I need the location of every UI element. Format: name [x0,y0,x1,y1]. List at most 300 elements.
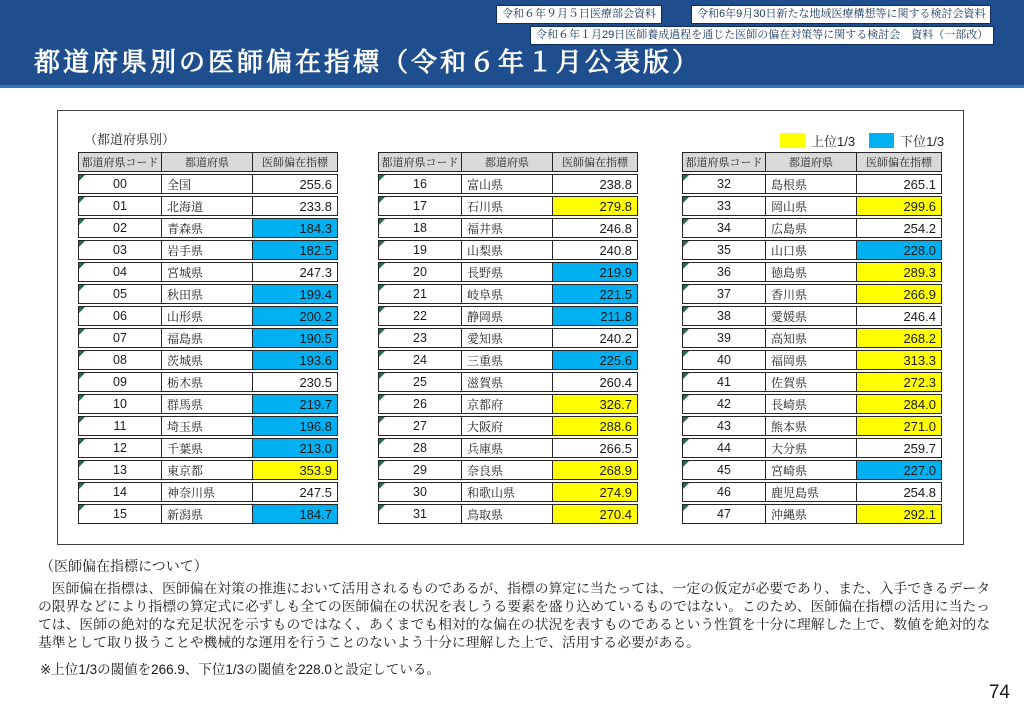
prefecture-name-cell: 鹿児島県 [766,482,856,502]
table-row [682,306,942,326]
prefecture-code: 35 [717,243,731,257]
cell-note-flag-icon [379,373,385,379]
index-value-cell: 247.3 [252,262,338,282]
prefecture-code: 38 [717,309,731,323]
cell-note-flag-icon [683,307,689,313]
prefecture-code-cell [378,328,462,348]
prefecture-code-cell [78,482,162,502]
prefecture-code: 14 [113,485,127,499]
prefecture-code: 33 [717,199,731,213]
table-row [682,350,942,370]
prefecture-name-cell: 岩手県 [162,240,252,260]
source-reference-3: 令和６年１月29日医師養成過程を通じた医師の偏在対策等に関する検討会 資料（一部改） [530,26,994,45]
table-header-row [682,152,942,172]
prefecture-code-cell [378,240,462,260]
index-value-cell: 246.4 [856,306,942,326]
table-row [78,504,338,524]
prefecture-code-cell [682,504,766,524]
index-value-cell: 184.7 [252,504,338,524]
cell-note-flag-icon [379,241,385,247]
column-header: 医師偏在指標 [552,152,638,172]
prefecture-code: 10 [113,397,127,411]
prefecture-code-cell [78,372,162,392]
prefecture-code-cell [682,306,766,326]
table-row [78,350,338,370]
table-row [78,174,338,194]
prefecture-code: 06 [113,309,127,323]
prefecture-name-cell: 山口県 [766,240,856,260]
table-row [78,262,338,282]
cell-note-flag-icon [683,439,689,445]
index-value-cell: 270.4 [552,504,638,524]
prefecture-code: 28 [413,441,427,455]
prefecture-code-cell [378,504,462,524]
prefecture-code: 02 [113,221,127,235]
cell-note-flag-icon [379,351,385,357]
prefecture-code: 16 [413,177,427,191]
index-value-cell: 255.6 [252,174,338,194]
table-row [682,284,942,304]
cell-note-flag-icon [683,395,689,401]
cell-note-flag-icon [683,483,689,489]
notes-heading: （医師偏在指標について） [40,558,208,574]
table-row [682,394,942,414]
prefecture-code: 45 [717,463,731,477]
prefecture-name-cell: 岡山県 [766,196,856,216]
table-row [682,240,942,260]
index-value-cell: 219.9 [552,262,638,282]
table-row [78,240,338,260]
table-row [378,460,638,480]
table-row [378,328,638,348]
prefecture-name-cell: 福岡県 [766,350,856,370]
index-value-cell: 228.0 [856,240,942,260]
table-row [378,174,638,194]
prefecture-name-cell: 奈良県 [462,460,552,480]
prefecture-code: 37 [717,287,731,301]
index-value-cell: 265.1 [856,174,942,194]
index-value-cell: 268.2 [856,328,942,348]
table-row [78,460,338,480]
cell-note-flag-icon [379,505,385,511]
table-row [378,482,638,502]
prefecture-name-cell: 熊本県 [766,416,856,436]
prefecture-code-cell [78,350,162,370]
prefecture-code-cell [682,174,766,194]
prefecture-name-cell: 佐賀県 [766,372,856,392]
prefecture-code: 42 [717,397,731,411]
prefecture-name-cell: 徳島県 [766,262,856,282]
index-value-cell: 246.8 [552,218,638,238]
prefecture-name-cell: 静岡県 [462,306,552,326]
prefecture-name-cell: 沖縄県 [766,504,856,524]
prefecture-code: 39 [717,331,731,345]
cell-note-flag-icon [379,197,385,203]
index-value-cell: 193.6 [252,350,338,370]
prefecture-code-cell [378,460,462,480]
legend-label-top: 上位1/3 [811,133,856,149]
prefecture-code: 41 [717,375,731,389]
prefecture-code: 07 [113,331,127,345]
prefecture-code: 25 [413,375,427,389]
prefecture-name-cell: 大分県 [766,438,856,458]
prefecture-name-cell: 長崎県 [766,394,856,414]
cell-note-flag-icon [683,351,689,357]
cell-note-flag-icon [79,175,85,181]
cell-note-flag-icon [79,417,85,423]
cell-note-flag-icon [79,461,85,467]
prefecture-code-cell [682,482,766,502]
prefecture-code-cell [78,174,162,194]
index-value-cell: 326.7 [552,394,638,414]
index-value-cell: 313.3 [856,350,942,370]
column-header: 都道府県コード [682,152,766,172]
prefecture-code-cell [682,218,766,238]
prefecture-code-cell [378,350,462,370]
index-value-cell: 196.8 [252,416,338,436]
prefecture-code-cell [78,460,162,480]
cell-note-flag-icon [379,417,385,423]
column-header: 都道府県 [162,152,252,172]
table-row [682,262,942,282]
prefecture-code: 27 [413,419,427,433]
prefecture-code-cell [682,328,766,348]
prefecture-code: 46 [717,485,731,499]
table-row [78,284,338,304]
prefecture-code: 04 [113,265,127,279]
prefecture-name-cell: 三重県 [462,350,552,370]
index-value-cell: 266.5 [552,438,638,458]
cell-note-flag-icon [79,483,85,489]
cell-note-flag-icon [379,175,385,181]
title-bar [0,0,1024,88]
prefecture-table-1 [78,150,338,526]
prefecture-name-cell: 千葉県 [162,438,252,458]
cell-note-flag-icon [683,197,689,203]
prefecture-code: 11 [113,419,127,433]
prefecture-code-cell [78,240,162,260]
cell-note-flag-icon [79,351,85,357]
prefecture-code-cell [78,196,162,216]
table-row [682,328,942,348]
prefecture-code: 19 [413,243,427,257]
table-row [378,416,638,436]
prefecture-name-cell: 山梨県 [462,240,552,260]
prefecture-name-cell: 福井県 [462,218,552,238]
table-row [378,350,638,370]
column-header: 医師偏在指標 [856,152,942,172]
column-header: 都道府県 [462,152,552,172]
table-row [378,438,638,458]
cell-note-flag-icon [379,285,385,291]
prefecture-name-cell: 宮崎県 [766,460,856,480]
prefecture-code-cell [378,196,462,216]
prefecture-name-cell: 滋賀県 [462,372,552,392]
prefecture-name-cell: 栃木県 [162,372,252,392]
column-header: 都道府県コード [378,152,462,172]
index-value-cell: 240.8 [552,240,638,260]
prefecture-code: 01 [113,199,127,213]
prefecture-code: 22 [413,309,427,323]
prefecture-code: 21 [413,287,427,301]
notes-body: 医師偏在指標は、医師偏在対策の推進において活用されるものであるが、指標の算定に当たっては、一定の仮定が必要であり、また、入手できるデータの限界などにより指標の算定式に必ずしも全ての医師偏在の状況を表しうる要素を盛り込めているものではない。このため、医師偏在指標の活用に当たっては、医師の絶対的な充足状況を示すものではなく、あくまでも相対的な偏在の状況を表すものであるという性質を十分に理解した上で、数値を絶対的な基準として取り扱うことや機械的な運用を行うことのないよう十分に理解した上で、活用する必要がある。 [38,581,990,650]
tables-section-label: （都道府県別） [84,132,176,147]
table-row [682,416,942,436]
prefecture-code-cell [378,372,462,392]
cell-note-flag-icon [683,373,689,379]
table-row [682,196,942,216]
index-value-cell: 353.9 [252,460,338,480]
prefecture-code: 15 [113,507,127,521]
index-value-cell: 268.9 [552,460,638,480]
prefecture-code-cell [682,240,766,260]
prefecture-name-cell: 山形県 [162,306,252,326]
prefecture-code: 30 [413,485,427,499]
table-row [78,196,338,216]
index-value-cell: 288.6 [552,416,638,436]
prefecture-code-cell [78,438,162,458]
cell-note-flag-icon [683,175,689,181]
prefecture-code-cell [682,262,766,282]
prefecture-name-cell: 愛知県 [462,328,552,348]
cell-note-flag-icon [79,285,85,291]
prefecture-name-cell: 兵庫県 [462,438,552,458]
prefecture-code: 20 [413,265,427,279]
table-row [378,306,638,326]
prefecture-name-cell: 鳥取県 [462,504,552,524]
table-row [378,372,638,392]
table-row [378,504,638,524]
cell-note-flag-icon [79,395,85,401]
cell-note-flag-icon [379,461,385,467]
prefecture-name-cell: 全国 [162,174,252,194]
cell-note-flag-icon [79,197,85,203]
table-row [682,482,942,502]
prefecture-code-cell [682,372,766,392]
prefecture-code-cell [78,416,162,436]
prefecture-name-cell: 高知県 [766,328,856,348]
prefecture-table-3 [682,150,942,526]
prefecture-code: 13 [113,463,127,477]
table-row [682,504,942,524]
cell-note-flag-icon [683,219,689,225]
index-value-cell: 230.5 [252,372,338,392]
cell-note-flag-icon [683,263,689,269]
cell-note-flag-icon [379,219,385,225]
cell-note-flag-icon [79,373,85,379]
prefecture-code-cell [78,306,162,326]
index-value-cell: 272.3 [856,372,942,392]
cell-note-flag-icon [683,285,689,291]
prefecture-code-cell [78,504,162,524]
index-value-cell: 292.1 [856,504,942,524]
prefecture-code-cell [682,460,766,480]
prefecture-name-cell: 秋田県 [162,284,252,304]
prefecture-name-cell: 富山県 [462,174,552,194]
table-row [78,482,338,502]
threshold-note: ※上位1/3の閾値を266.9、下位1/3の閾値を228.0と設定している。 [40,662,440,677]
cell-note-flag-icon [683,329,689,335]
prefecture-name-cell: 和歌山県 [462,482,552,502]
prefecture-code: 08 [113,353,127,367]
index-value-cell: 254.8 [856,482,942,502]
prefecture-code: 31 [413,507,427,521]
table-row [78,372,338,392]
prefecture-code: 24 [413,353,427,367]
cell-note-flag-icon [379,483,385,489]
prefecture-code-cell [78,328,162,348]
prefecture-code-cell [378,218,462,238]
table-row [378,218,638,238]
cell-note-flag-icon [79,241,85,247]
prefecture-code: 03 [113,243,127,257]
prefecture-code-cell [78,218,162,238]
table-header-row [78,152,338,172]
prefecture-name-cell: 宮城県 [162,262,252,282]
cell-note-flag-icon [79,263,85,269]
cell-note-flag-icon [379,439,385,445]
prefecture-code-cell [682,284,766,304]
prefecture-code: 40 [717,353,731,367]
cell-note-flag-icon [379,307,385,313]
table-row [682,460,942,480]
index-value-cell: 289.3 [856,262,942,282]
prefecture-code: 26 [413,397,427,411]
index-value-cell: 266.9 [856,284,942,304]
source-reference-1: 令和６年９月５日医療部会資料 [496,5,662,24]
cell-note-flag-icon [683,417,689,423]
index-value-cell: 238.8 [552,174,638,194]
prefecture-code: 18 [413,221,427,235]
table-row [378,394,638,414]
table-row [682,174,942,194]
prefecture-code-cell [682,438,766,458]
index-value-cell: 211.8 [552,306,638,326]
index-value-cell: 254.2 [856,218,942,238]
legend-label-bottom: 下位1/3 [900,133,945,149]
table-row [682,218,942,238]
index-value-cell: 247.5 [252,482,338,502]
top-third-swatch-icon [780,133,805,148]
legend [780,131,960,149]
prefecture-code-cell [378,262,462,282]
prefecture-code-cell [378,482,462,502]
index-value-cell: 200.2 [252,306,338,326]
index-value-cell: 227.0 [856,460,942,480]
prefecture-code: 43 [717,419,731,433]
column-header: 都道府県コード [78,152,162,172]
index-value-cell: 219.7 [252,394,338,414]
prefecture-code: 32 [717,177,731,191]
prefecture-code-cell [378,416,462,436]
index-value-cell: 213.0 [252,438,338,458]
table-row [78,416,338,436]
prefecture-code-cell [78,284,162,304]
index-value-cell: 233.8 [252,196,338,216]
column-header: 医師偏在指標 [252,152,338,172]
table-row [378,196,638,216]
table-row [378,284,638,304]
index-value-cell: 259.7 [856,438,942,458]
column-header: 都道府県 [766,152,856,172]
prefecture-code-cell [682,394,766,414]
page-title: 都道府県別の医師偏在指標（令和６年１月公表版） [34,47,702,77]
table-row [682,438,942,458]
prefecture-code-cell [378,394,462,414]
table-row [78,394,338,414]
prefecture-code-cell [682,196,766,216]
index-value-cell: 221.5 [552,284,638,304]
prefecture-code-cell [378,438,462,458]
prefecture-name-cell: 群馬県 [162,394,252,414]
cell-note-flag-icon [379,263,385,269]
prefecture-name-cell: 石川県 [462,196,552,216]
index-value-cell: 182.5 [252,240,338,260]
prefecture-code: 05 [113,287,127,301]
prefecture-code-cell [682,350,766,370]
prefecture-name-cell: 東京都 [162,460,252,480]
table-row [78,328,338,348]
page-number: 74 [988,682,1010,703]
prefecture-name-cell: 島根県 [766,174,856,194]
cell-note-flag-icon [683,505,689,511]
cell-note-flag-icon [79,219,85,225]
prefecture-code-cell [78,394,162,414]
table-row [78,306,338,326]
index-value-cell: 225.6 [552,350,638,370]
table-row [78,218,338,238]
cell-note-flag-icon [683,241,689,247]
prefecture-name-cell: 愛媛県 [766,306,856,326]
prefecture-code: 29 [413,463,427,477]
index-value-cell: 274.9 [552,482,638,502]
prefecture-code: 34 [717,221,731,235]
cell-note-flag-icon [79,439,85,445]
cell-note-flag-icon [683,461,689,467]
prefecture-code: 17 [413,199,427,213]
prefecture-name-cell: 長野県 [462,262,552,282]
table-row [78,438,338,458]
source-reference-2: 令和6年9月30日新たな地域医療構想等に関する検討会資料 [691,5,991,24]
prefecture-code-cell [378,284,462,304]
table-header-row [378,152,638,172]
cell-note-flag-icon [379,329,385,335]
prefecture-name-cell: 神奈川県 [162,482,252,502]
prefecture-name-cell: 香川県 [766,284,856,304]
bottom-third-swatch-icon [869,133,894,148]
prefecture-code-cell [378,174,462,194]
table-row [378,240,638,260]
prefecture-name-cell: 北海道 [162,196,252,216]
cell-note-flag-icon [379,395,385,401]
prefecture-name-cell: 茨城県 [162,350,252,370]
prefecture-code: 47 [717,507,731,521]
prefecture-code: 00 [113,177,127,191]
index-value-cell: 271.0 [856,416,942,436]
prefecture-name-cell: 岐阜県 [462,284,552,304]
index-value-cell: 190.5 [252,328,338,348]
prefecture-name-cell: 広島県 [766,218,856,238]
prefecture-code: 36 [717,265,731,279]
prefecture-code-cell [682,416,766,436]
index-value-cell: 260.4 [552,372,638,392]
prefecture-name-cell: 京都府 [462,394,552,414]
index-value-cell: 279.8 [552,196,638,216]
table-row [682,372,942,392]
prefecture-name-cell: 青森県 [162,218,252,238]
prefecture-name-cell: 福島県 [162,328,252,348]
prefecture-code: 12 [113,441,127,455]
